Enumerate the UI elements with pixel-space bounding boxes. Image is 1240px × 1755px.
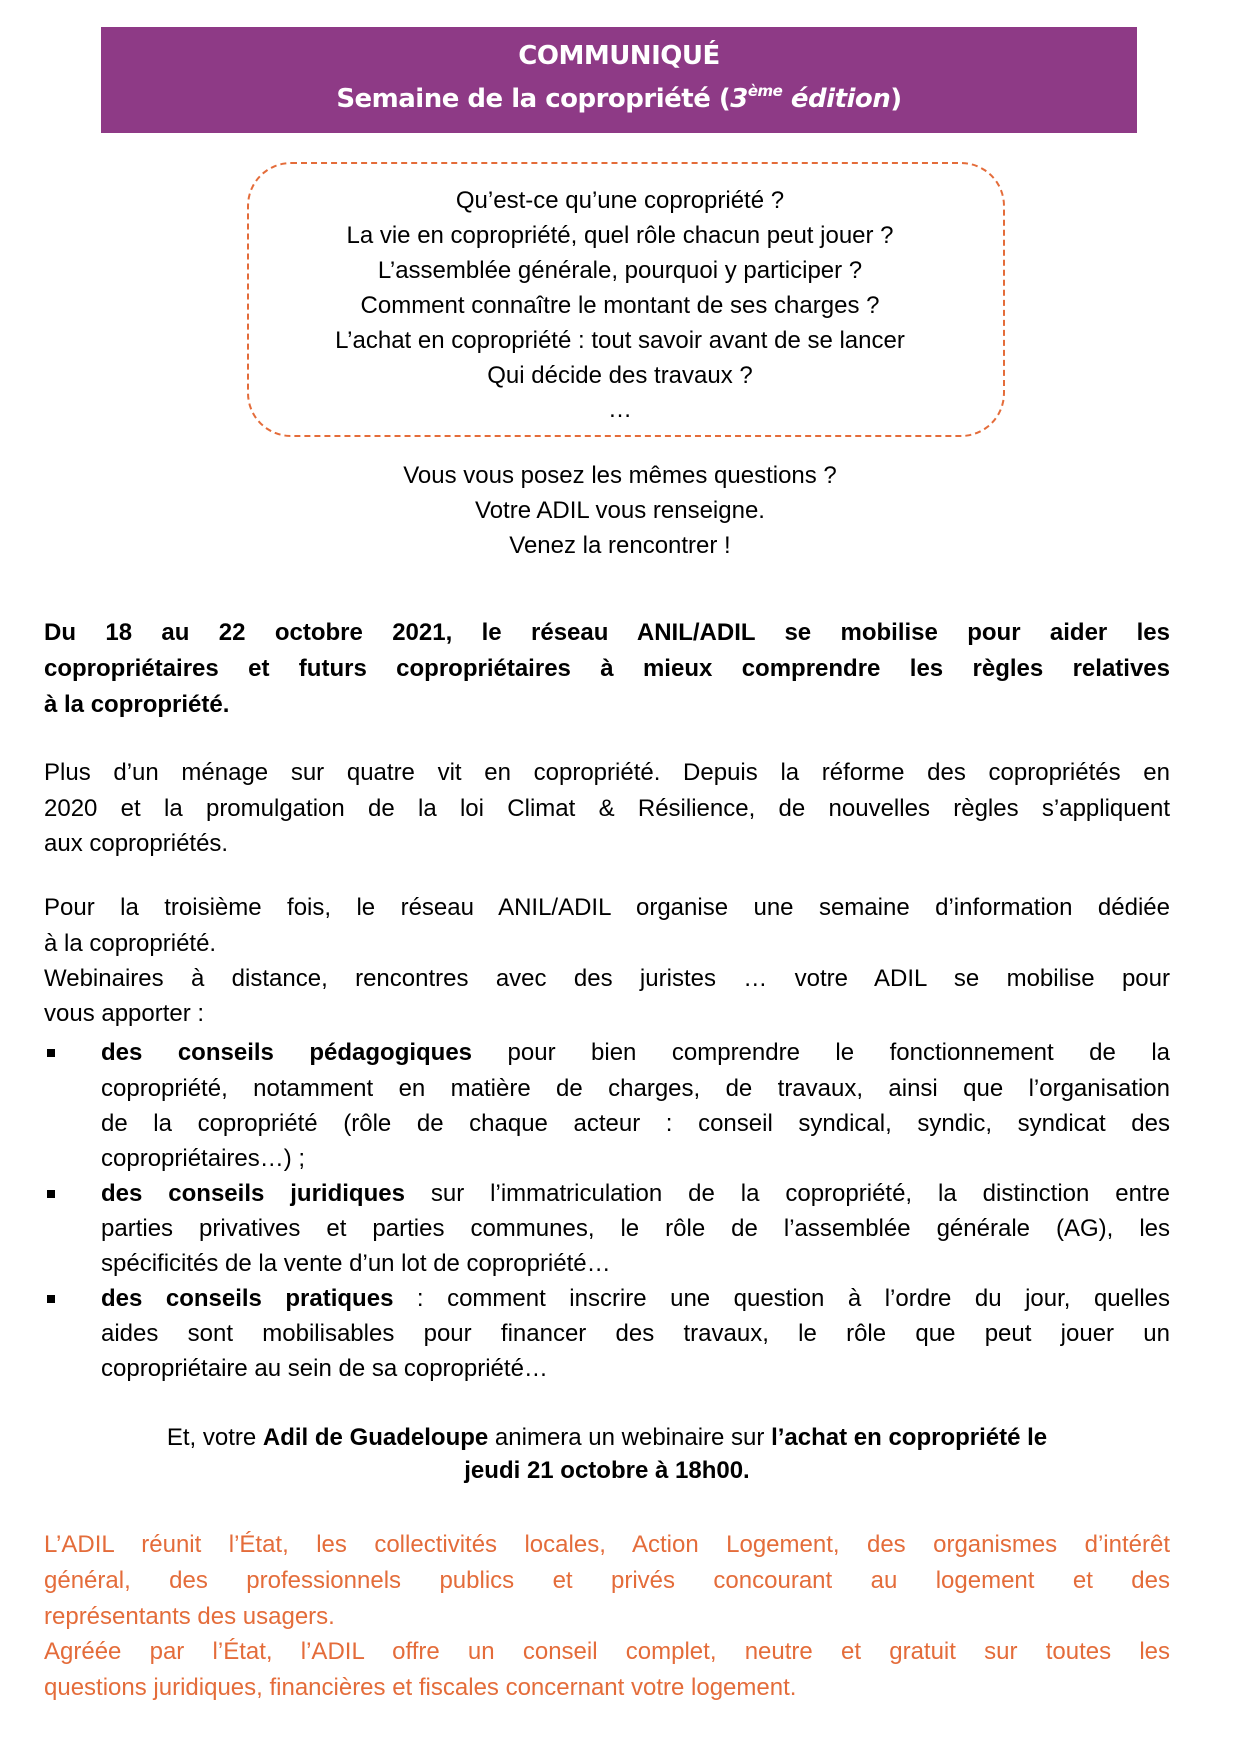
banner-subtitle [101,82,1137,114]
call-line: Votre ADIL vous renseigne. [475,497,765,524]
header-banner [101,27,1137,133]
question-ellipsis: … [608,396,632,423]
bullet-bold: des conseils pédagogiques [101,1039,473,1066]
bullet-line: spécificités de la vente d’un lot de copropriété… [101,1250,611,1277]
para1-line: aux copropriétés. [44,830,229,857]
footer-line: L’ADIL réunit l’État, les collectivités locales, Action Logement, des organismes d’intérêt [44,1531,1170,1558]
bullet-line: copropriétaires…) ; [101,1145,306,1172]
bullet-square-icon [47,1190,55,1198]
bullet-line: copropriété, notamment en matière de charges, de travaux, ainsi que l’organisation [101,1075,1170,1102]
para2-line: vous apporter : [44,1000,205,1027]
adil-name: Adil de Guadeloupe [262,1424,489,1451]
banner-title: COMMUNIQUÉ [518,41,720,71]
bullet-square-icon [47,1295,55,1303]
subtitle-suffix: ) [890,84,902,114]
para1-line: Plus d’un ménage sur quatre vit en copropriété. Depuis la réforme des copropriétés en [44,759,1170,786]
footer-line: questions juridiques, financières et fiscales concernant votre logement. [44,1674,797,1701]
para2-line: à la copropriété. [44,930,217,957]
webinar-line: Et, votre Adil de Guadeloupe animera un webinaire sur l’achat en copropriété le [166,1424,1048,1451]
intro-line: Du 18 au 22 octobre 2021, le réseau ANIL/ADIL se mobilise pour aider les [44,619,1170,646]
intro-line: copropriétaires et futurs copropriétaires à mieux comprendre les règles relatives [44,655,1170,682]
bullet-item-pedagogiques: des conseils pédagogiques pour bien comprendre le fonctionnement de la [101,1039,1171,1066]
bullet-line: aides sont mobilisables pour financer des travaux, le rôle que peut jouer un [101,1320,1170,1347]
bullet-bold: des conseils pratiques [101,1285,394,1312]
bullet-line: copropriétaire au sein de sa copropriété… [101,1355,548,1382]
call-line: Venez la rencontrer ! [509,532,731,559]
footer-line: représentants des usagers. [44,1603,335,1630]
question-line: Qu’est-ce qu’une copropriété ? [455,187,785,214]
footer-line: général, des professionnels publics et privés concourant au logement et des [44,1567,1170,1594]
question-line: L’achat en copropriété : tout savoir avant de se lancer [335,327,905,354]
question-line: Qui décide des travaux ? [487,362,753,389]
para1-line: 2020 et la promulgation de la loi Climat & Résilience, de nouvelles règles s’appliquent [44,795,1170,822]
para2-line: Webinaires à distance, rencontres avec des juristes … votre ADIL se mobilise pour [44,965,1170,992]
bullet-line: de la copropriété (rôle de chaque acteur : conseil syndical, syndic, syndicat des [101,1110,1170,1137]
subtitle-prefix: Semaine de la copropriété ( [336,84,731,114]
edition-word: édition [782,84,891,114]
webinar-date: jeudi 21 octobre à 18h00. [464,1457,750,1484]
edition-superscript: ème [747,82,783,100]
question-line: La vie en copropriété, quel rôle chacun peut jouer ? [346,222,894,249]
bullet-item-pratiques: des conseils pratiques : comment inscrire une question à l’ordre du jour, quelles [101,1285,1170,1312]
intro-line: à la copropriété. [44,691,230,718]
call-line: Vous vous posez les mêmes questions ? [403,462,837,489]
question-line: L’assemblée générale, pourquoi y participer ? [377,257,863,284]
bullet-item-juridiques: des conseils juridiques sur l’immatriculation de la copropriété, la distinction entre [101,1180,1170,1207]
para2-line: Pour la troisième fois, le réseau ANIL/ADIL organise une semaine d’information dédiée [44,894,1170,921]
edition-number: 3 [730,84,748,114]
bullet-line: parties privatives et parties communes, le rôle de l’assemblée générale (AG), les [101,1215,1170,1242]
question-line: Comment connaître le montant de ses charges ? [360,292,880,319]
footer-line: Agréée par l’État, l’ADIL offre un conseil complet, neutre et gratuit sur toutes les [44,1638,1170,1665]
bullet-square-icon [47,1049,55,1057]
webinar-topic: l’achat en copropriété le [771,1424,1048,1451]
bullet-bold: des conseils juridiques [101,1180,405,1207]
